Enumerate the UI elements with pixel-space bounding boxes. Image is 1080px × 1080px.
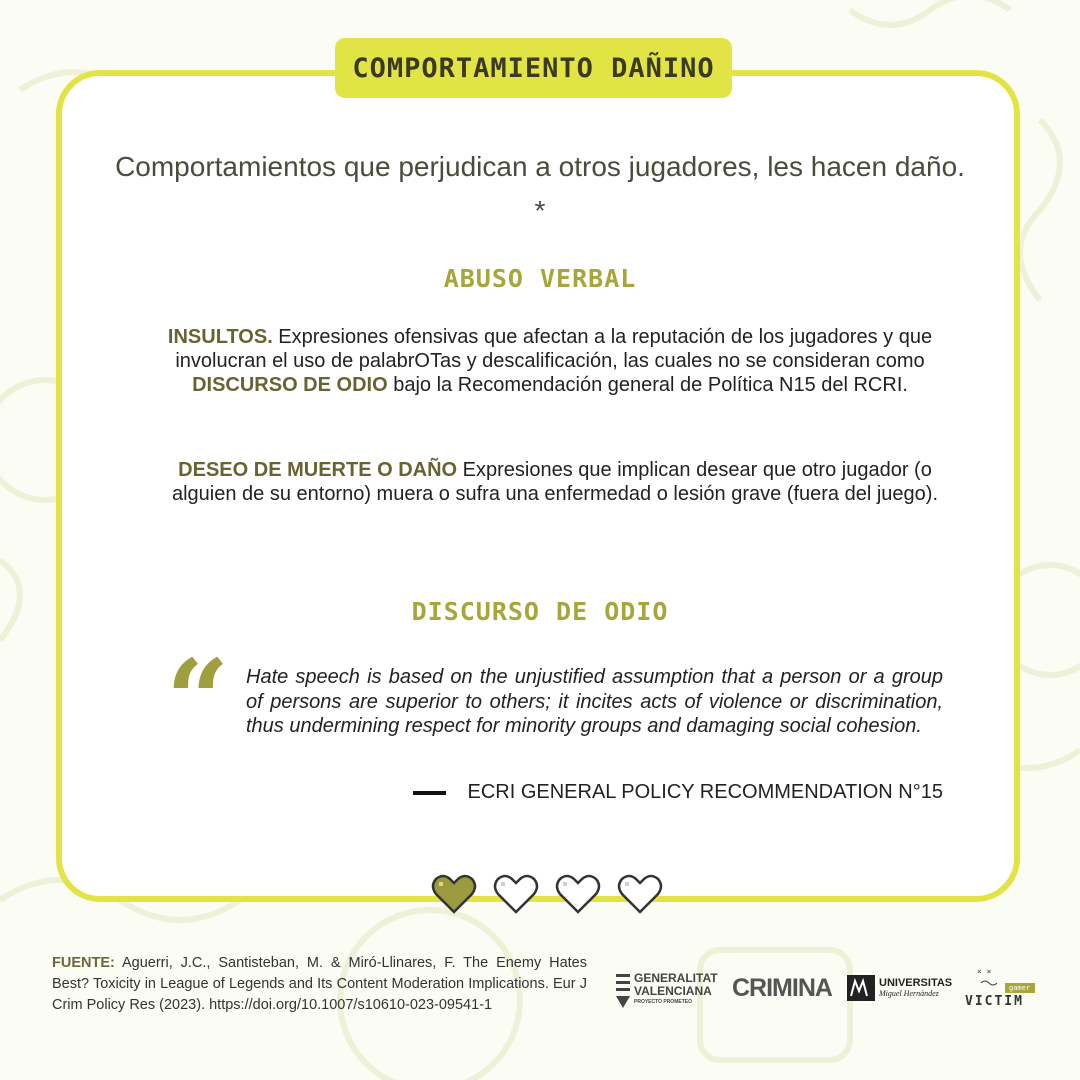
section-heading-discurso-odio: DISCURSO DE ODIO bbox=[411, 597, 669, 626]
crimina-logo: CRIMINA bbox=[732, 974, 832, 1002]
insultos-text-b: bajo la Recomendación general de Política N15 del RCRI. bbox=[387, 374, 908, 396]
heart-empty-icon bbox=[492, 872, 540, 916]
deseo-text: Expresiones que implican desear que otro jugador (o alguien de su entorno) muera o sufra una enfermedad o lesión grave (fuera del juego). bbox=[171, 459, 939, 505]
insultos-label: INSULTOS. bbox=[167, 326, 273, 348]
dash-icon bbox=[413, 791, 446, 795]
gva-emblem-icon bbox=[614, 970, 634, 1010]
gva-line2: VALENCIANA bbox=[634, 984, 712, 998]
page-title: COMPORTAMIENTO DAÑINO bbox=[352, 52, 715, 84]
svg-text:× ×: × × bbox=[977, 967, 992, 976]
umh-line1: UNIVERSITAS bbox=[879, 977, 953, 989]
gamer-victim-logo bbox=[965, 965, 1035, 1010]
source-citation bbox=[52, 953, 587, 1016]
source-label: FUENTE: bbox=[52, 955, 115, 971]
gv-tag: gamer bbox=[1009, 984, 1031, 992]
deseo-label: DESEO DE MUERTE O DAÑO bbox=[178, 459, 458, 481]
umh-emblem-icon bbox=[847, 975, 875, 1001]
section-heading-abuso-verbal: ABUSO VERBAL bbox=[443, 264, 637, 293]
umh-line2: Miguel Hernández bbox=[879, 989, 939, 998]
pagination-hearts bbox=[430, 872, 664, 916]
quote-text: Hate speech is based on the unjustified assumption that a person or a group of persons are superior to others; it incites acts of violence or discrimination, thus undermining respect for minority groups and damaging social cohesion. bbox=[246, 666, 943, 737]
insultos-text-a: Expresiones ofensivas que afectan a la reputación de los jugadores y que involucran el uso de palabrOTas y descalificación, las cuales no se consideran como bbox=[175, 326, 933, 372]
heart-empty-icon bbox=[554, 872, 602, 916]
gv-name: VICTIM bbox=[965, 994, 1024, 1009]
heart-filled-icon bbox=[430, 872, 478, 916]
quote-attribution bbox=[413, 781, 944, 804]
deseo-paragraph bbox=[160, 458, 950, 506]
intro-text: Comportamientos que perjudican a otros jugadores, les hacen daño. * bbox=[115, 151, 965, 226]
heart-empty-icon bbox=[616, 872, 664, 916]
gva-line1: GENERALITAT bbox=[634, 971, 718, 985]
title-tab bbox=[335, 38, 732, 98]
attribution-text: ECRI GENERAL POLICY RECOMMENDATION N°15 bbox=[467, 781, 943, 803]
source-text: Aguerri, J.C., Santisteban, M. & Miró-Llinares, F. The Enemy Hates Best? Toxicity in League of Legends and Its Content Moderation Implications. Eur J Crim Policy Res (2023). https://doi.org/10.1007/s10610-023-09541-1 bbox=[52, 955, 587, 1013]
insultos-paragraph bbox=[150, 325, 950, 397]
gva-sub: PROYECTO PROMETEO bbox=[634, 999, 692, 1005]
quote-mark-icon: “ bbox=[166, 635, 230, 764]
insultos-highlight: DISCURSO DE ODIO bbox=[192, 374, 388, 396]
